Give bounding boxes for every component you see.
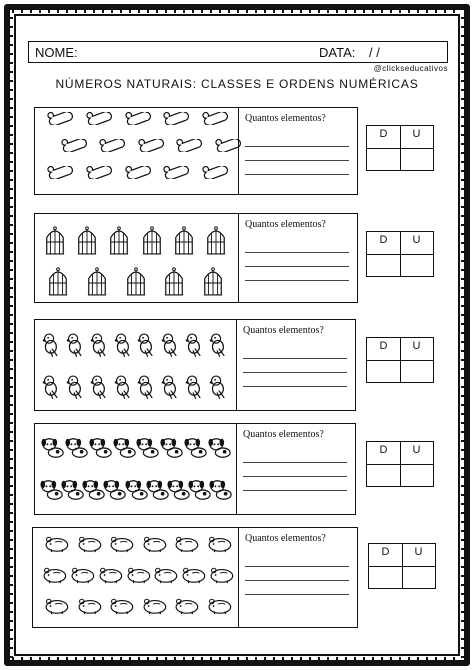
answer-line[interactable]: [243, 462, 347, 463]
answer-box: [236, 319, 356, 411]
place-value-grid[interactable]: [366, 441, 434, 487]
name-label: NOME:: [35, 45, 78, 60]
parrot-icon: [64, 374, 84, 405]
bone-icon: [176, 139, 204, 157]
birdcage-icon: [163, 267, 185, 304]
answer-line[interactable]: [245, 580, 349, 581]
bone-icon: [163, 166, 191, 184]
bone-icon: [138, 139, 166, 157]
question-label: Quantos elementos?: [245, 219, 326, 230]
author-handle: @clickseducativos: [373, 64, 448, 73]
birdcage-icon: [205, 226, 227, 263]
parrot-icon: [207, 374, 227, 405]
hamster-icon: [205, 597, 233, 620]
parrot-icon: [40, 332, 60, 363]
hamster-icon: [172, 597, 200, 620]
tens-label: D: [379, 234, 388, 246]
answer-line[interactable]: [245, 252, 349, 253]
grid-divider: [369, 566, 435, 567]
hamster-icon: [42, 535, 70, 558]
parrot-icon: [64, 332, 84, 363]
date-slashes: / /: [369, 45, 380, 60]
bone-icon: [47, 112, 75, 130]
tens-label: D: [379, 444, 388, 456]
bone-icon: [61, 139, 89, 157]
answer-line[interactable]: [243, 490, 347, 491]
dog-icon: [183, 436, 209, 465]
tens-label: D: [379, 340, 388, 352]
birdcage-icon: [125, 267, 147, 304]
tens-label: D: [379, 128, 388, 140]
dog-icon: [159, 436, 185, 465]
answer-box: [238, 107, 358, 195]
exercise-5: [0, 527, 474, 628]
hamster-icon: [40, 566, 68, 589]
dog-icon: [112, 436, 138, 465]
units-label: U: [412, 128, 421, 140]
place-value-grid[interactable]: [366, 231, 434, 277]
counting-picture-box: [32, 527, 239, 628]
answer-line[interactable]: [245, 566, 349, 567]
dog-icon: [88, 436, 114, 465]
answer-line[interactable]: [243, 476, 347, 477]
answer-box: [238, 213, 358, 303]
hamster-icon: [140, 597, 168, 620]
place-value-grid[interactable]: [366, 125, 434, 171]
question-label: Quantos elementos?: [245, 533, 326, 544]
hamster-icon: [75, 597, 103, 620]
parrot-icon: [112, 374, 132, 405]
parrot-icon: [135, 332, 155, 363]
hamster-icon: [172, 535, 200, 558]
birdcage-icon: [141, 226, 163, 263]
birdcage-icon: [47, 267, 69, 304]
bone-icon: [202, 112, 230, 130]
answer-line[interactable]: [245, 160, 349, 161]
birdcage-icon: [44, 226, 66, 263]
parrot-icon: [183, 332, 203, 363]
answer-line[interactable]: [243, 358, 347, 359]
parrot-icon: [88, 332, 108, 363]
dog-icon: [40, 436, 66, 465]
parrot-icon: [112, 332, 132, 363]
dog-icon: [135, 436, 161, 465]
units-label: U: [412, 340, 421, 352]
birdcage-icon: [76, 226, 98, 263]
dog-icon: [64, 436, 90, 465]
grid-divider: [367, 148, 433, 149]
worksheet-title: NÚMEROS NATURAIS: CLASSES E ORDENS NUMÉRICAS: [55, 77, 419, 91]
exercise-1: [0, 107, 474, 195]
bone-icon: [86, 112, 114, 130]
counting-picture-box: [34, 213, 239, 303]
answer-line[interactable]: [245, 146, 349, 147]
parrot-icon: [159, 332, 179, 363]
units-label: U: [414, 546, 423, 558]
birdcage-icon: [173, 226, 195, 263]
answer-box: [236, 423, 356, 515]
hamster-icon: [179, 566, 207, 589]
question-label: Quantos elementos?: [243, 325, 324, 336]
hamster-icon: [42, 597, 70, 620]
exercise-3: [0, 319, 474, 411]
exercise-2: [0, 213, 474, 303]
border-ticks-bottom: [12, 657, 462, 661]
dog-icon: [207, 436, 233, 465]
name-date-box: [28, 41, 448, 63]
units-label: U: [412, 234, 421, 246]
answer-line[interactable]: [243, 372, 347, 373]
birdcage-icon: [108, 226, 130, 263]
parrot-icon: [40, 374, 60, 405]
hamster-icon: [107, 535, 135, 558]
bone-icon: [125, 112, 153, 130]
bone-icon: [163, 112, 191, 130]
birdcage-icon: [86, 267, 108, 304]
counting-picture-box: [34, 319, 237, 411]
grid-divider: [367, 360, 433, 361]
counting-picture-box: [34, 107, 239, 195]
hamster-icon: [68, 566, 96, 589]
bone-icon: [125, 166, 153, 184]
units-label: U: [412, 444, 421, 456]
answer-line[interactable]: [245, 266, 349, 267]
answer-line[interactable]: [243, 386, 347, 387]
answer-line[interactable]: [245, 280, 349, 281]
hamster-icon: [151, 566, 179, 589]
hamster-icon: [124, 566, 152, 589]
parrot-icon: [135, 374, 155, 405]
hamster-icon: [75, 535, 103, 558]
parrot-icon: [159, 374, 179, 405]
exercise-4: [0, 423, 474, 515]
place-value-grid[interactable]: [366, 337, 434, 383]
tens-label: D: [381, 546, 390, 558]
bone-icon: [202, 166, 230, 184]
hamster-icon: [140, 535, 168, 558]
answer-line[interactable]: [245, 594, 349, 595]
hamster-icon: [207, 566, 235, 589]
hamster-icon: [96, 566, 124, 589]
answer-line[interactable]: [245, 174, 349, 175]
grid-divider: [367, 464, 433, 465]
question-label: Quantos elementos?: [245, 113, 326, 124]
place-value-grid[interactable]: [368, 543, 436, 589]
answer-box: [238, 527, 358, 628]
bone-icon: [86, 166, 114, 184]
bone-icon: [47, 166, 75, 184]
hamster-icon: [205, 535, 233, 558]
bone-icon: [99, 139, 127, 157]
question-label: Quantos elementos?: [243, 429, 324, 440]
dog-icon: [208, 478, 234, 507]
border-ticks-top: [12, 9, 462, 13]
hamster-icon: [107, 597, 135, 620]
parrot-icon: [207, 332, 227, 363]
date-label: DATA:: [319, 45, 356, 60]
grid-divider: [367, 254, 433, 255]
parrot-icon: [183, 374, 203, 405]
birdcage-icon: [202, 267, 224, 304]
counting-picture-box: [34, 423, 237, 515]
parrot-icon: [88, 374, 108, 405]
